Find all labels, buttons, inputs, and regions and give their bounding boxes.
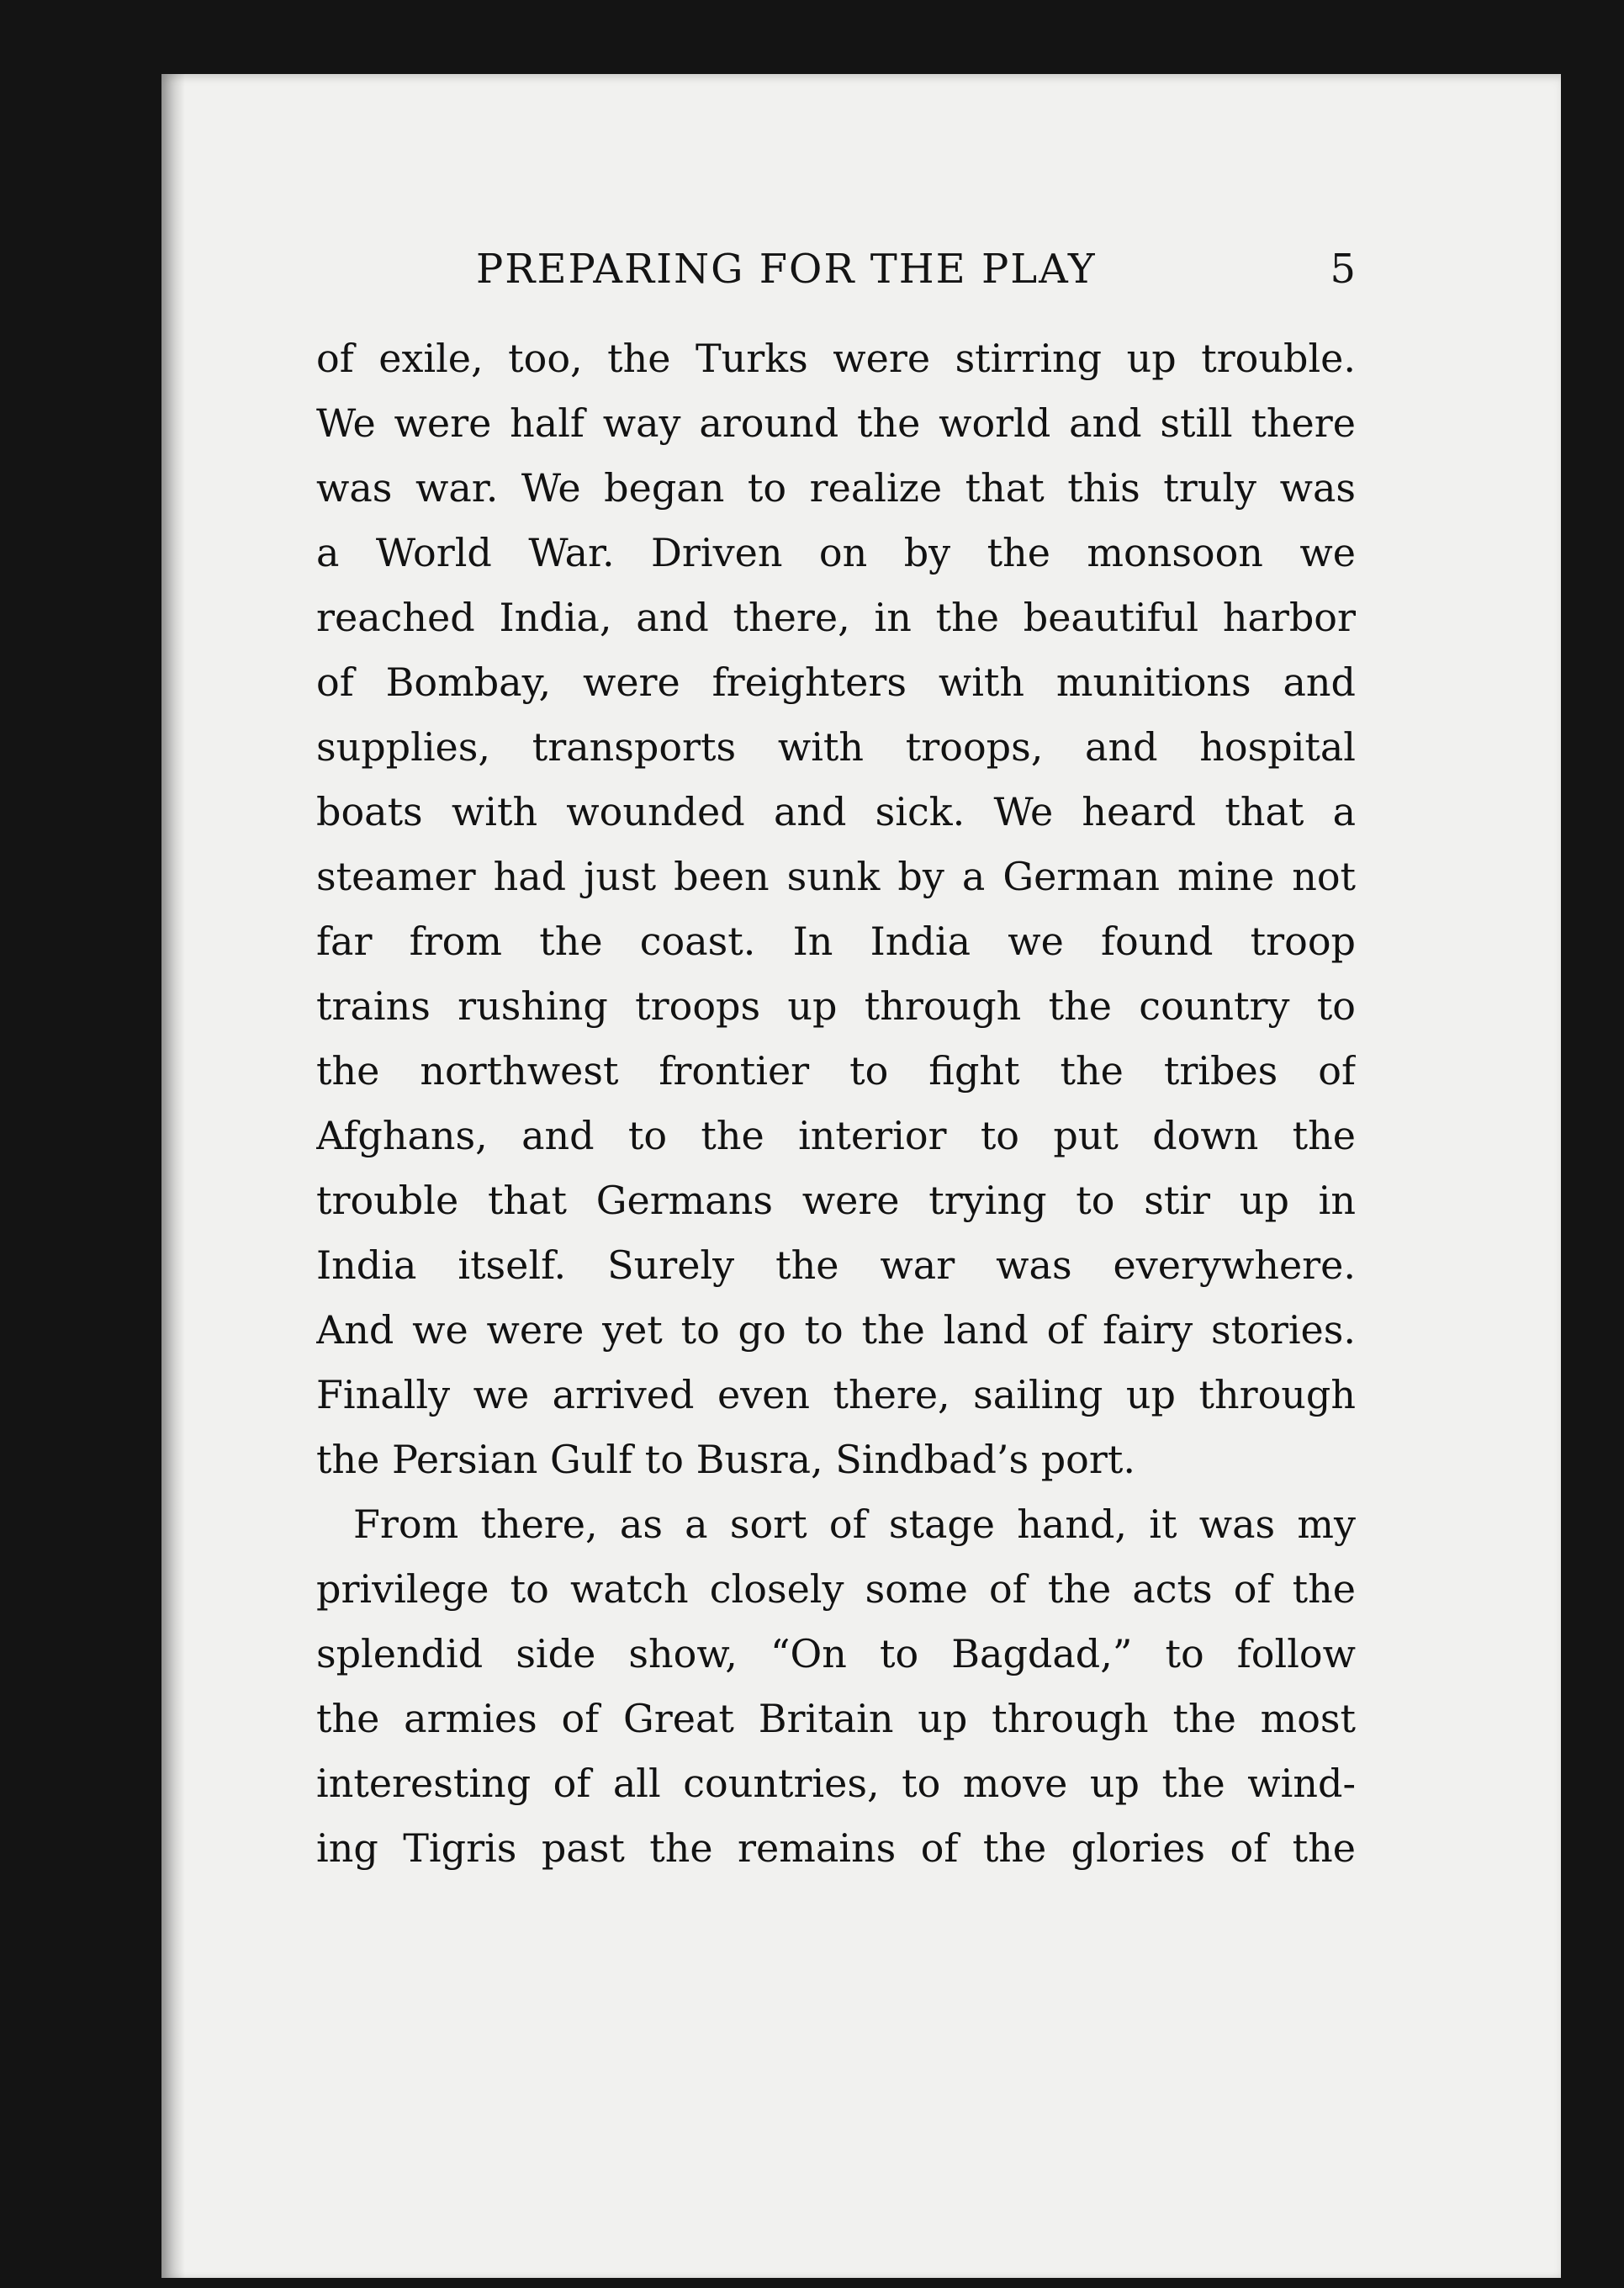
- paragraph-1: [316, 326, 1356, 1492]
- page-header: [316, 246, 1356, 296]
- text-line: far from the coast. In India we found troop: [316, 919, 1356, 964]
- page-number: 5: [1330, 246, 1356, 293]
- text-line: supplies, transports with troops, and hospital: [316, 724, 1356, 770]
- text-line: a World War. Driven on by the monsoon we: [316, 530, 1356, 575]
- paragraph-2: [316, 1492, 1356, 1881]
- text-line: the armies of Great Britain up through the most: [316, 1696, 1356, 1741]
- text-line: Finally we arrived even there, sailing up through: [316, 1372, 1356, 1417]
- text-line: From there, as a sort of stage hand, it was my: [353, 1502, 1356, 1547]
- text-line: interesting of all countries, to move up the wind-: [316, 1761, 1356, 1806]
- text-line: boats with wounded and sick. We heard that a: [316, 789, 1356, 834]
- text-line: And we were yet to go to the land of fairy stories.: [316, 1307, 1356, 1353]
- running-title: PREPARING FOR THE PLAY: [476, 246, 1097, 293]
- text-line: was war. We began to realize that this truly was: [316, 465, 1356, 511]
- text-line: of Bombay, were freighters with munitions and: [316, 659, 1356, 705]
- text-line: India itself. Surely the war was everywhere.: [316, 1242, 1356, 1288]
- text-line: privilege to watch closely some of the acts of the: [316, 1566, 1356, 1612]
- text-line: the northwest frontier to fight the tribes of: [316, 1048, 1356, 1094]
- text-line: trouble that Germans were trying to stir up in: [316, 1178, 1356, 1223]
- text-line: steamer had just been sunk by a German mine not: [316, 854, 1356, 899]
- text-line: reached India, and there, in the beautiful harbor: [316, 595, 1356, 640]
- spine-shadow: [161, 74, 185, 2278]
- text-line: We were half way around the world and still there: [316, 400, 1356, 446]
- text-line: of exile, too, the Turks were stirring up trouble.: [316, 336, 1356, 381]
- text-line: the Persian Gulf to Busra, Sindbad’s port.: [316, 1437, 1135, 1482]
- text-line: Afghans, and to the interior to put down the: [316, 1113, 1356, 1158]
- body-text: [316, 326, 1356, 1881]
- text-line: trains rushing troops up through the country to: [316, 983, 1356, 1029]
- text-line: splendid side show, “On to Bagdad,” to follow: [316, 1631, 1356, 1676]
- text-line: ing Tigris past the remains of the glories of the: [316, 1825, 1356, 1871]
